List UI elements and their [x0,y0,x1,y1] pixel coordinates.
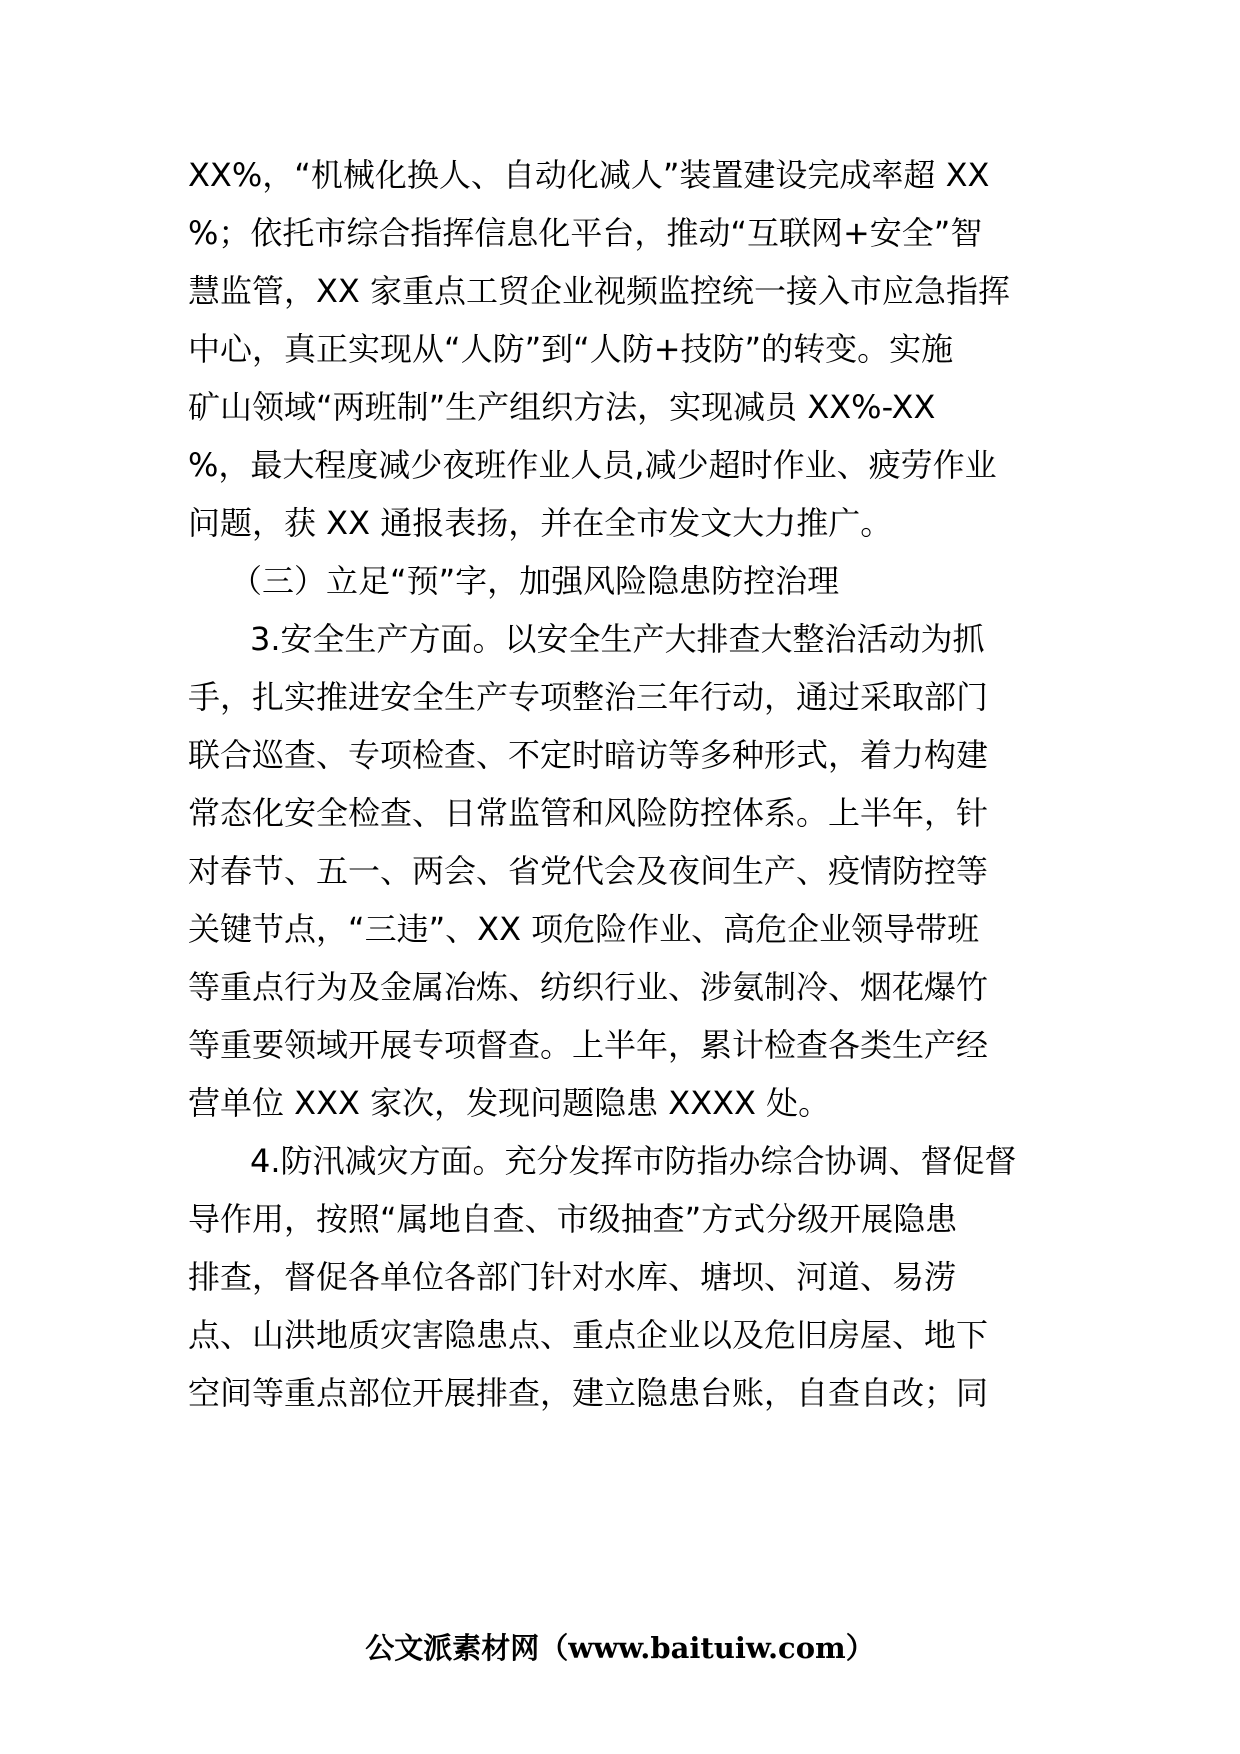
section-heading: （三）立足“预”字，加强风险隐患防控治理 [230,562,840,600]
body-text-line: 空间等重点部位开展排查，建立隐患台账，自查自改；同 [188,1374,989,1412]
body-text-line: 等重点行为及金属冶炼、纺织行业、涉氨制冷、烟花爆竹 [188,968,989,1006]
body-text-line: 点、山洪地质灾害隐患点、重点企业以及危旧房屋、地下 [188,1316,989,1354]
body-text-line: 联合巡查、专项检查、不定时暗访等多种形式，着力构建 [188,736,989,774]
body-text-line: 常态化安全检查、日常监管和风险防控体系。上半年，针 [188,794,989,832]
paragraph-first-line: 4.防汛减灾方面。充分发挥市防指办综合协调、督促督 [250,1142,1017,1180]
paragraph-first-line: 3.安全生产方面。以安全生产大排查大整治活动为抓 [250,620,985,658]
body-text-line: XX%，“机械化换人、自动化减人”装置建设完成率超 XX [188,156,990,194]
body-text-line: 对春节、五一、两会、省党代会及夜间生产、疫情防控等 [188,852,989,890]
body-text-line: 矿山领域“两班制”生产组织方法，实现减员 XX%-XX [188,388,936,426]
body-text-line: 中心，真正实现从“人防”到“人防+技防”的转变。实施 [188,330,954,368]
body-text-line: %；依托市综合指挥信息化平台，推动“互联网+安全”智 [188,214,983,252]
footer-watermark: 公文派素材网（www.baituiw.com） [365,1631,875,1665]
body-text-line: 关键节点，“三违”、XX 项危险作业、高危企业领导带班 [188,910,980,948]
body-text-line: 排查，督促各单位各部门针对水库、塘坝、河道、易涝 [188,1258,957,1296]
body-text-line: %，最大程度减少夜班作业人员,减少超时作业、疲劳作业 [188,446,997,484]
body-text-line: 等重要领域开展专项督查。上半年，累计检查各类生产经 [188,1026,989,1064]
body-text-line: 营单位 XXX 家次，发现问题隐患 XXXX 处。 [188,1084,831,1122]
body-text-line: 手，扎实推进安全生产专项整治三年行动，通过采取部门 [188,678,989,716]
body-text-line: 导作用，按照“属地自查、市级抽查”方式分级开展隐患 [188,1200,958,1238]
body-text-line: 问题，获 XX 通报表扬，并在全市发文大力推广。 [188,504,893,542]
body-text-line: 慧监管，XX 家重点工贸企业视频监控统一接入市应急指挥 [188,272,1011,310]
